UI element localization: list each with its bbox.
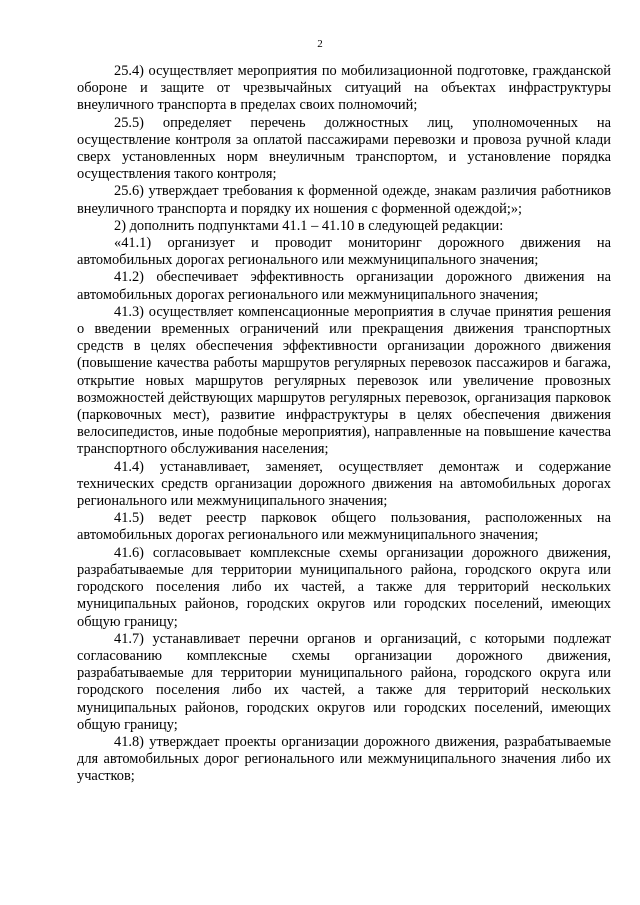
paragraph-41-1: «41.1) организует и проводит мониторинг дорожного движения на автомобильных дорогах регионального или межмуниципального значения; bbox=[77, 235, 611, 269]
page-number: 2 bbox=[317, 38, 323, 50]
paragraph-25-4: 25.4) осуществляет мероприятия по мобилизационной подготовке, гражданской обороне и защите от чрезвычайных ситуаций на объектах инфраструктуры внеуличного транспорта в пределах своих полномочий; bbox=[77, 63, 611, 114]
paragraph-41-2: 41.2) обеспечивает эффективность организации дорожного движения на автомобильных дорогах регионального или межмуниципального значения; bbox=[77, 269, 611, 303]
document-body bbox=[77, 63, 611, 786]
paragraph-25-5: 25.5) определяет перечень должностных лиц, уполномоченных на осуществление контроля за оплатой пассажирами перевозки и провоза ручной клади сверх установленных норм внеуличным транспортом, и установление порядка осуществления такого контроля; bbox=[77, 114, 611, 183]
paragraph-41-3: 41.3) осуществляет компенсационные мероприятия в случае принятия решения о введении временных ограничений или прекращения движения транспортных средств в целях обеспечения эффективности организации дорожного движения (повышение качества работы маршрутов регулярных перевозок пассажиров и багажа, открытие новых маршрутов регулярных перевозок или увеличение провозных возможностей действующих маршрутов регулярных перевозок, организация парковок (парковочных мест), развитие инфраструктуры в целях обеспечения движения велосипедистов, иные подобные мероприятия), направленные на повышение качества транспортного обслуживания населения; bbox=[77, 303, 611, 458]
paragraph-item-2: 2) дополнить подпунктами 41.1 – 41.10 в следующей редакции: bbox=[114, 217, 504, 234]
paragraph-41-5: 41.5) ведет реестр парковок общего пользования, расположенных на автомобильных дорогах регионального или межмуниципального значения; bbox=[77, 510, 611, 544]
paragraph-41-6: 41.6) согласовывает комплексные схемы организации дорожного движения, разрабатываемые для территории муниципального района, городского округа или городского поселения либо их частей, а также для территорий нескольких муниципальных районов, городских округов или городских поселений, имеющих общую границу; bbox=[77, 544, 611, 630]
paragraph-41-4: 41.4) устанавливает, заменяет, осуществляет демонтаж и содержание технических средств организации дорожного движения на автомобильных дорогах регионального или межмуниципального значения; bbox=[77, 458, 611, 510]
paragraph-41-8: 41.8) утверждает проекты организации дорожного движения, разрабатываемые для автомобильных дорог регионального или межмуниципального значения либо их участков; bbox=[77, 733, 611, 785]
paragraph-41-7: 41.7) устанавливает перечни органов и организаций, с которыми подлежат согласованию комплексные схемы организации дорожного движения, разрабатываемые для территории муниципального района, городского округа или городского поселения либо их частей, а также для территорий нескольких муниципальных районов, городских округов или городских поселений, имеющих общую границу; bbox=[77, 630, 611, 733]
paragraph-25-6: 25.6) утверждает требования к форменной одежде, знакам различия работников внеуличного транспорта и порядку их ношения с форменной одеждой;»; bbox=[77, 183, 611, 217]
